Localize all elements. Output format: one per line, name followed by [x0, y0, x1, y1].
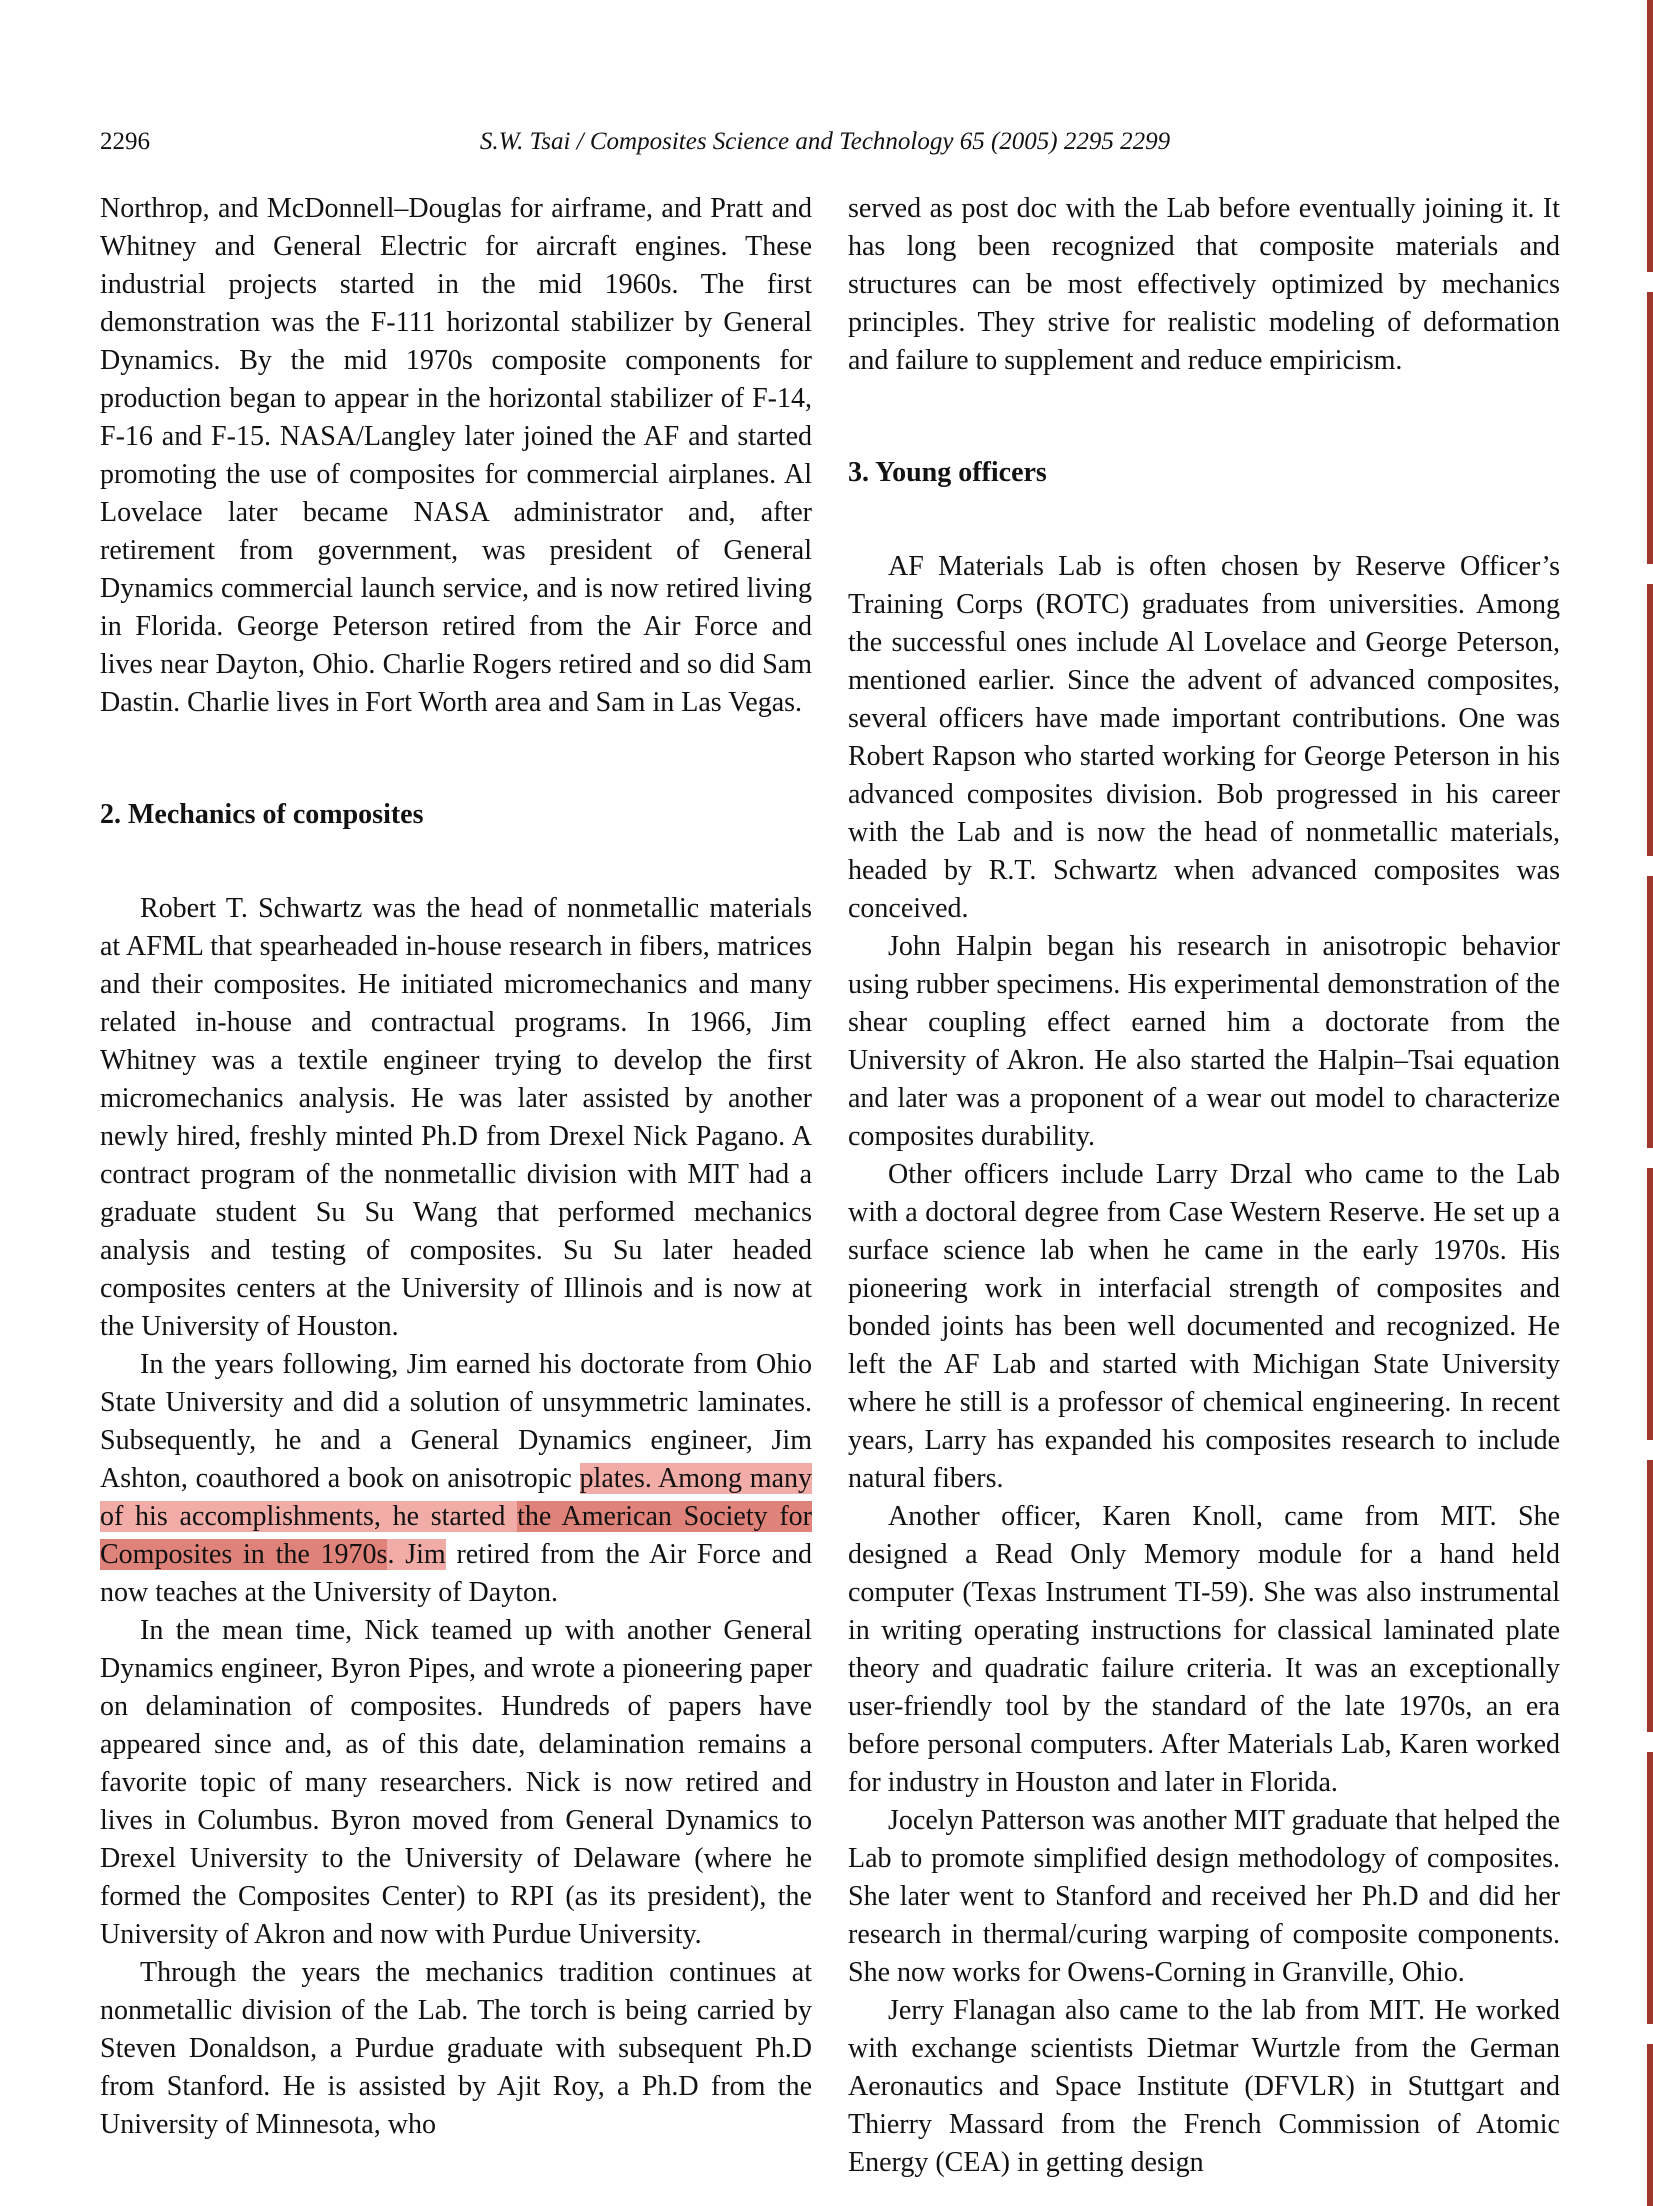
- paragraph-with-highlight: [100, 1346, 812, 1612]
- section-heading-mechanics: 2. Mechanics of composites: [100, 799, 424, 830]
- paragraph: Jerry Flanagan also came to the lab from MIT. He worked with exchange scientists Dietmar Wurtzle from the German Aeronautics and Space Institute (DFVLR) in Stuttgart and Thierry Massard from the French Commission of Atomic Energy (CEA) in getting design: [848, 1995, 1560, 2178]
- paragraph: In the mean time, Nick teamed up with another General Dynamics engineer, Byron Pipes, and wrote a pioneering paper on delamination of composites. Hundreds of papers have appeared since and, as of this date, delamination remains a favorite topic of many researchers. Nick is now retired and lives in Columbus. Byron moved from General Dynamics to Drexel University to the University of Delaware (where he formed the Composites Center) to RPI (as its president), the University of Akron and now with Purdue University.: [100, 1615, 812, 1950]
- running-title: S.W. Tsai / Composites Science and Technology 65 (2005) 2295 2299: [479, 128, 1171, 155]
- two-column-body: [100, 190, 1560, 2182]
- highlight-light: . Jim: [387, 1539, 446, 1570]
- paragraph: Northrop, and McDonnell–Douglas for airframe, and Pratt and Whitney and General Electric for aircraft engines. These industrial projects started in the mid 1960s. The first demonstration was the F-111 horizontal stabilizer by General Dynamics. By the mid 1970s composite components for production began to appear in the horizontal stabilizer of F-14, F-16 and F-15. NASA/Langley later joined the AF and started promoting the use of composites for commercial airplanes. Al Lovelace later became NASA administrator and, after retirement from government, was president of General Dynamics commercial launch service, and is now retired living in Florida. George Peterson retired from the Air Force and lives near Dayton, Ohio. Charlie Rogers retired and so did Sam Dastin. Charlie lives in Fort Worth area and Sam in Las Vegas.: [100, 193, 812, 718]
- paragraph-text: retired from the Air Force and now teaches at the University of Dayton.: [100, 1539, 812, 1608]
- paragraph: Other officers include Larry Drzal who came to the Lab with a doctoral degree from Case Western Reserve. He set up a surface science lab when he came in the early 1970s. His pioneering work in interfacial strength of composites and bonded joints has been well documented and recognized. He left the AF Lab and started with Michigan State University where he still is a professor of chemical engineering. In recent years, Larry has expanded his composites research to include natural fibers.: [848, 1159, 1560, 1494]
- section-heading-young-officers: 3. Young officers: [848, 457, 1047, 488]
- paragraph: Jocelyn Patterson was another MIT graduate that helped the Lab to promote simplified design methodology of composites. She later went to Stanford and received her Ph.D and did her research in thermal/curing warping of composite components. She now works for Owens-Corning in Granville, Ohio.: [848, 1805, 1560, 1988]
- running-header: [100, 128, 1560, 156]
- paragraph-text: In the years following, Jim earned his doctorate from Ohio State University and did a solution of unsymmetric laminates. Subsequently, he and a General Dynamics engineer, Jim Ashton, coauthored a book on anisotropic: [100, 1349, 812, 1494]
- scan-edge-marks: [1647, 0, 1653, 2206]
- highlight-light: plates. Among many of his accomplishments, he started: [100, 1463, 812, 1532]
- page-content: [100, 128, 1560, 2182]
- paragraph: Robert T. Schwartz was the head of nonmetallic materials at AFML that spearheaded in-house research in fibers, matrices and their composites. He initiated micromechanics and many related in-house and contractual programs. In 1966, Jim Whitney was a textile engineer trying to develop the first micromechanics analysis. He was later assisted by another newly hired, freshly minted Ph.D from Drexel Nick Pagano. A contract program of the nonmetallic division with MIT had a graduate student Su Su Wang that performed mechanics analysis and testing of composites. Su Su later headed composites centers at the University of Illinois and is now at the University of Houston.: [100, 893, 812, 1342]
- paragraph: John Halpin began his research in anisotropic behavior using rubber specimens. His experimental demonstration of the shear coupling effect earned him a doctorate from the University of Akron. He also started the Halpin–Tsai equation and later was a proponent of a wear out model to characterize composites durability.: [848, 931, 1560, 1152]
- highlight-dark: the American Society for Composites in the 1970s: [100, 1501, 812, 1570]
- left-column: [100, 190, 812, 2182]
- paragraph: served as post doc with the Lab before eventually joining it. It has long been recognized that composite materials and structures can be most effectively optimized by mechanics principles. They strive for realistic modeling of deformation and failure to supplement and reduce empiricism.: [848, 193, 1560, 376]
- page-number: 2296: [100, 128, 150, 155]
- right-column: [848, 190, 1560, 2182]
- paragraph: AF Materials Lab is often chosen by Reserve Officer’s Training Corps (ROTC) graduates from universities. Among the successful ones include Al Lovelace and George Peterson, mentioned earlier. Since the advent of advanced composites, several officers have made important contributions. One was Robert Rapson who started working for George Peterson in his advanced composites division. Bob progressed in his career with the Lab and is now the head of nonmetallic materials, headed by R.T. Schwartz when advanced composites was conceived.: [848, 551, 1560, 924]
- paragraph: Another officer, Karen Knoll, came from MIT. She designed a Read Only Memory module for a hand held computer (Texas Instrument TI-59). She was also instrumental in writing operating instructions for classical laminated plate theory and quadratic failure criteria. It was an exceptionally user-friendly tool by the standard of the late 1970s, an era before personal computers. After Materials Lab, Karen worked for industry in Houston and later in Florida.: [848, 1501, 1560, 1798]
- paragraph: Through the years the mechanics tradition continues at nonmetallic division of the Lab. The torch is being carried by Steven Donaldson, a Purdue graduate with subsequent Ph.D from Stanford. He is assisted by Ajit Roy, a Ph.D from the University of Minnesota, who: [100, 1957, 812, 2140]
